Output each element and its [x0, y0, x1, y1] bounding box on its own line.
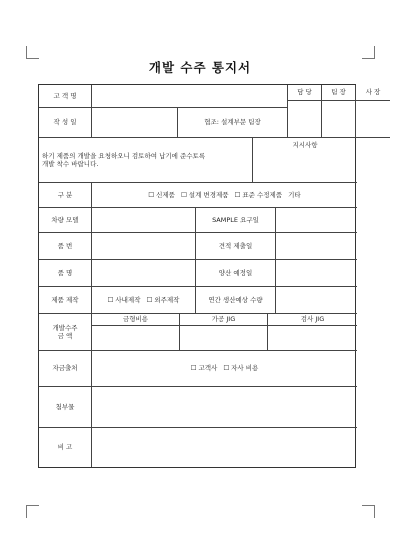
- category-option-design-change[interactable]: ☐ 설계 변경제품: [180, 190, 229, 199]
- checkbox-icon: ☐: [146, 295, 153, 304]
- approval-president-label: 사 장: [356, 85, 390, 101]
- part-name-label: 품 명: [39, 260, 92, 287]
- document-title: 개발 수주 통지서: [148, 60, 252, 75]
- quote-date-value[interactable]: [276, 233, 357, 260]
- part-name-value[interactable]: [92, 260, 196, 287]
- category-option-standard-modified[interactable]: ☐ 표준 수정제품: [234, 190, 283, 199]
- funding-option-own-cost[interactable]: ☐ 자사 비용: [223, 364, 259, 373]
- mold-cost-header: 금형비용: [92, 314, 180, 326]
- customer-value[interactable]: [92, 85, 288, 108]
- instruction-label: 지시사항: [292, 141, 318, 149]
- production-label: 제품 제작: [39, 287, 92, 314]
- order-notice-form: [38, 84, 381, 468]
- category-option-new[interactable]: ☐ 신제품: [148, 190, 175, 199]
- checkbox-icon: ☐: [180, 190, 187, 199]
- approval-manager-sign[interactable]: [322, 101, 356, 138]
- category-options: [92, 183, 357, 208]
- inspection-jig-value[interactable]: [268, 326, 357, 351]
- checkbox-icon: ☐: [148, 190, 155, 199]
- order-amount-label: [39, 314, 92, 351]
- funding-label: 자금출처: [39, 351, 92, 387]
- production-option-outsourced[interactable]: ☐ 외주제작: [146, 295, 180, 304]
- process-jig-header: 가공 JIG: [180, 314, 268, 326]
- production-option-inhouse[interactable]: ☐ 사내제작: [107, 295, 141, 304]
- approval-staff-label: 담 당: [288, 85, 322, 101]
- date-value[interactable]: [92, 108, 178, 138]
- date-label: 작 성 일: [39, 108, 92, 138]
- checkbox-icon: ☐: [107, 295, 114, 304]
- production-options: [92, 287, 196, 314]
- cooperation-label: 협조: 설계부문 팀장: [178, 108, 288, 138]
- checkbox-icon: ☐: [223, 364, 230, 373]
- vehicle-model-label: 차량 모델: [39, 208, 92, 233]
- order-amount-line-1: 개발수주: [52, 323, 78, 332]
- sample-request-label: SAMPLE 요구일: [196, 208, 276, 233]
- attachments-value[interactable]: [92, 387, 357, 428]
- mold-cost-value[interactable]: [92, 326, 180, 351]
- checkbox-icon: ☐: [234, 190, 241, 199]
- annual-qty-value[interactable]: [276, 287, 357, 314]
- funding-option-customer[interactable]: ☐ 고객사: [190, 364, 218, 373]
- notice-line-1: 하기 제품의 개발을 요청하오니 검토하여 납기에 준수토록: [42, 151, 206, 160]
- approval-manager-label: 팀 장: [322, 85, 356, 101]
- part-number-value[interactable]: [92, 233, 196, 260]
- inspection-jig-header: 검사 JIG: [268, 314, 357, 326]
- vehicle-model-value[interactable]: [92, 208, 196, 233]
- category-label: 구 분: [39, 183, 92, 208]
- mass-production-value[interactable]: [276, 260, 357, 287]
- order-amount-line-2: 금 액: [57, 332, 73, 340]
- remarks-value[interactable]: [92, 428, 357, 467]
- mass-production-label: 양산 예정일: [196, 260, 276, 287]
- customer-label: 고 객 명: [39, 85, 92, 108]
- checkbox-icon: ☐: [190, 364, 197, 373]
- notice-text: [39, 138, 253, 183]
- annual-qty-label: 연간 생산예상 수량: [196, 287, 276, 314]
- funding-options: [92, 351, 357, 387]
- part-number-label: 품 번: [39, 233, 92, 260]
- attachments-label: 첨부물: [39, 387, 92, 428]
- instruction-box[interactable]: [253, 138, 357, 183]
- approval-president-sign[interactable]: [356, 101, 390, 138]
- quote-date-label: 견적 제출일: [196, 233, 276, 260]
- notice-line-2: 개발 착수 바랍니다.: [42, 160, 99, 168]
- crop-mark-bottom-left: [26, 505, 39, 518]
- sample-request-value[interactable]: [276, 208, 357, 233]
- process-jig-value[interactable]: [180, 326, 268, 351]
- remarks-label: 비 고: [39, 428, 92, 467]
- crop-mark-bottom-right: [362, 505, 375, 518]
- category-other-label: 기타: [288, 190, 301, 199]
- approval-staff-sign[interactable]: [288, 101, 322, 138]
